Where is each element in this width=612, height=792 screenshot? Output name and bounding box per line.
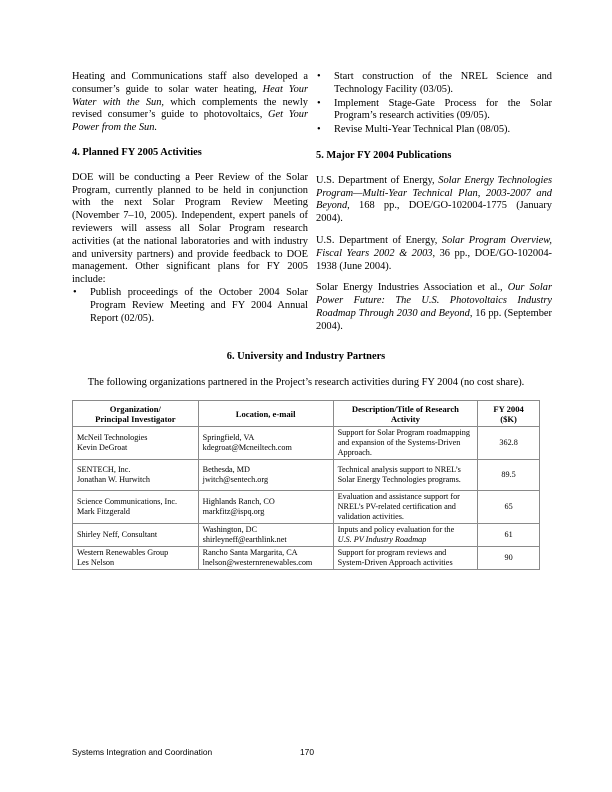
publication-title: Our Solar Power Future: The U.S. Photovoltaics Industry Roadmap Through 2030 and Beyond [316,282,552,319]
location-cell: Highlands Ranch, CO markfitz@ispq.org [198,491,333,524]
section-heading-publications: 5. Major FY 2004 Publications [316,149,452,161]
amount-cell: 89.5 [478,460,540,491]
organization-cell: Shirley Neff, Consultant [73,524,199,547]
partners-intro: The following organizations partnered in the Project’s research activities during FY 2004 (no cost share). [87,377,525,388]
location-cell: Bethesda, MD jwitch@sentech.org [198,460,333,491]
location-cell: Springfield, VA kdegroat@Mcneiltech.com [198,427,333,460]
section-heading-partners: 6. University and Industry Partners [226,351,386,362]
publication-title: Get Your Power from the Sun. [72,109,309,134]
column-header-description: Description/Title of Research Activity [333,401,478,427]
organization-cell: Science Communications, Inc. Mark Fitzgerald [73,491,199,524]
organization-cell: McNeil Technologies Kevin DeGroat [73,427,199,460]
column-header-fy2004: FY 2004 ($K) [478,401,540,427]
section-heading-planned-activities: 4. Planned FY 2005 Activities [72,146,202,158]
description-cell: Support for Solar Program roadmapping and expansion of the Systems-Driven Approach. [333,427,478,460]
table-row [73,427,540,460]
planned-activities-paragraph: DOE will be conducting a Peer Review of the Solar Program, currently planned to be held in conjunction with the next Solar Program Review Meeting (November 7–10, 2005). Independent, expert panels of reviewers will assess all Solar Program research activities (at the national laboratories and with industry and university partners) and provide feedback to DOE management. Other significant plans for FY 2005 include: [72,171,308,286]
location-cell: Washington, DC shirleyneff@earthlink.net [198,524,333,547]
amount-cell: 90 [478,547,540,570]
page-number: 170 [300,747,314,757]
table-row [73,547,540,570]
table-row [73,491,540,524]
description-cell: Technical analysis support to NREL’s Solar Energy Technologies programs. [333,460,478,491]
planned-activities-list [72,287,308,325]
amount-cell: 61 [478,524,540,547]
list-item: • Revise Multi-Year Technical Plan (08/05). [316,124,552,137]
publication-entry: U.S. Department of Energy, Solar Program Overview, Fiscal Years 2002 & 2003, 36 pp., DOE/GO-102004-1938 (June 2004). [316,234,552,272]
publication-title: Solar Program Overview, Fiscal Years 2002 & 2003 [316,234,552,259]
intro-paragraph: Heating and Communications staff also developed a consumer’s guide to solar water heating, Heat Your Water with the Sun, which complements the newly revised consumer’s guide to photovoltaics, Get Your Power from the Sun. [72,71,309,134]
table-row [73,524,540,547]
publication-entry: Solar Energy Industries Association et al., Our Solar Power Future: The U.S. Photovoltaics Industry Roadmap Through 2030 and Beyond, 16 pp. (September 2004). [316,282,552,332]
list-item: • Start construction of the NREL Science and Technology Facility (03/05). [316,71,552,97]
publication-entry: U.S. Department of Energy, Solar Energy Technologies Program—Multi-Year Technical Plan, 2003-2007 and Beyond, 168 pp., DOE/GO-102004-1775 (January 2004). [316,174,552,225]
column-header-organization: Organization/ Principal Investigator [73,401,199,427]
column-header-location: Location, e-mail [198,401,333,427]
organization-cell: SENTECH, Inc. Jonathan W. Hurwitch [73,460,199,491]
publication-title: Heat Your Water with the Sun, [72,83,308,108]
publication-title: U.S. PV Industry Roadmap [337,535,427,544]
amount-cell: 65 [478,491,540,524]
description-cell: Support for program reviews and System-Driven Approach activities [333,547,478,570]
description-cell: Evaluation and assistance support for NREL’s PV-related certification and validation activities. [333,491,478,524]
publication-title: Solar Energy Technologies Program—Multi-Year Technical Plan, 2003-2007 and Beyond [316,174,552,212]
footer-section-name: Systems Integration and Coordination [72,747,213,757]
list-item: • Publish proceedings of the October 2004 Solar Program Review Meeting and FY 2004 Annual Report (02/05). [72,287,308,325]
planned-activities-list-continued [316,71,552,137]
table-header-row [73,401,540,427]
partners-table [72,400,540,570]
description-cell: Inputs and policy evaluation for the U.S. PV Industry Roadmap [333,524,478,547]
table-row [73,460,540,491]
list-item: • Implement Stage-Gate Process for the Solar Program’s research activities (09/05). [316,98,552,124]
organization-cell: Western Renewables Group Les Nelson [73,547,199,570]
amount-cell: 362.8 [478,427,540,460]
location-cell: Rancho Santa Margarita, CA lnelson@westernrenewables.com [198,547,333,570]
right-column [316,71,552,343]
left-column [72,71,308,334]
